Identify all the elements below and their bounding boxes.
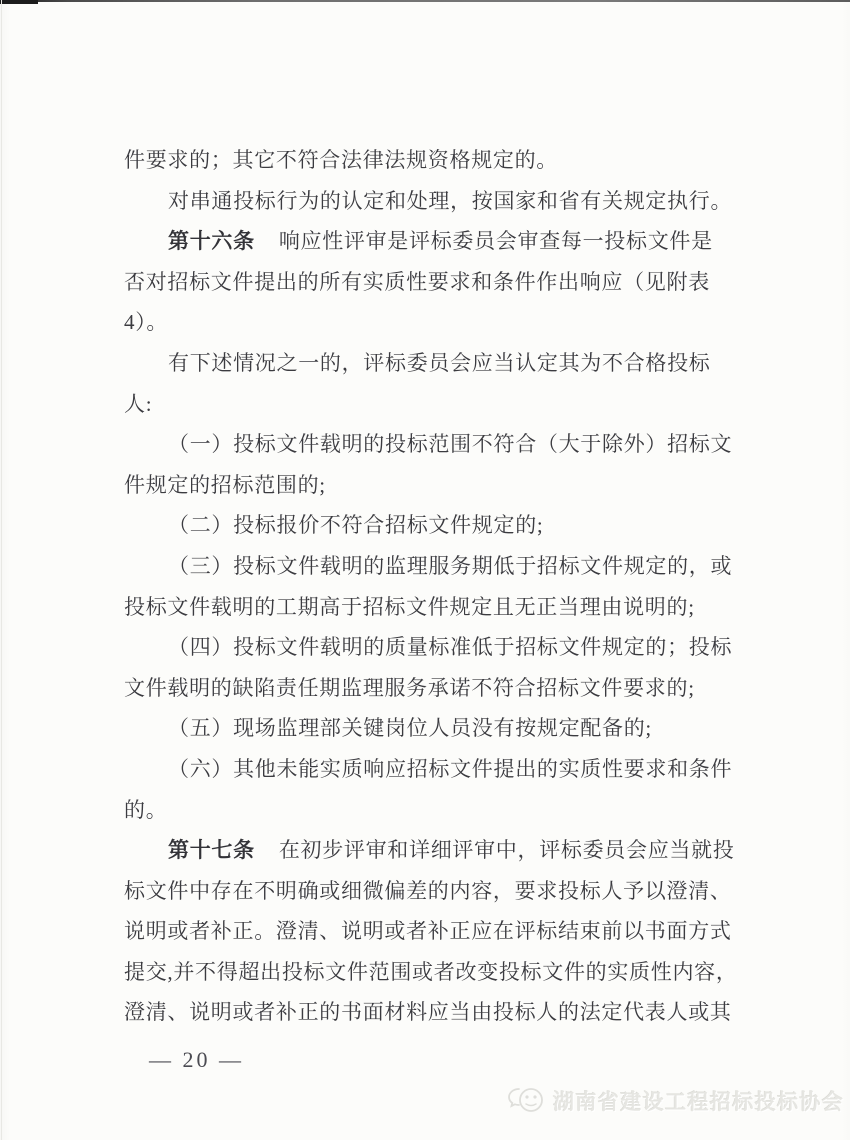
scan-edge-top — [0, 0, 850, 2]
line-text: 说明或者补正。澄清、说明或者补正应在评标结束前以书面方式 — [124, 919, 732, 944]
line-text: 4）。 — [124, 310, 169, 335]
association-watermark — [505, 1082, 844, 1120]
document-line — [124, 546, 764, 587]
document-line — [124, 465, 764, 506]
line-text: 有下述情况之一的，评标委员会应当认定其为不合格投标 — [168, 350, 711, 375]
line-text: 响应性评审是评标委员会审查每一投标文件是 — [278, 229, 713, 254]
watermark-text: 湖南省建设工程招标投标协会 — [553, 1090, 845, 1114]
document-line — [124, 830, 764, 871]
document-line — [124, 302, 764, 343]
document-line — [124, 952, 764, 993]
document-line — [124, 505, 764, 546]
line-text: 提交,并不得超出投标文件范围或者改变投标文件的实质性内容， — [124, 959, 738, 984]
document-line — [124, 708, 764, 749]
document-line — [124, 627, 764, 668]
document-line — [124, 749, 764, 790]
line-text: 标文件中存在不明确或细微偏差的内容，要求投标人予以澄清、 — [124, 878, 732, 903]
line-text: 件规定的招标范围的; — [124, 472, 326, 497]
document-line — [124, 221, 764, 262]
line-text: 文件载明的缺陷责任期监理服务承诺不符合招标文件要求的; — [124, 675, 695, 700]
document-line — [124, 181, 764, 222]
document-line — [124, 262, 764, 303]
scan-edge-left — [1, 0, 2, 1140]
line-text: 对串通投标行为的认定和处理，按国家和省有关规定执行。 — [168, 188, 733, 213]
document-line — [124, 911, 764, 952]
line-text: （三）投标文件载明的监理服务期低于招标文件规定的，或 — [168, 553, 733, 578]
scan-edge-corner — [0, 0, 38, 4]
line-text: 澄清、说明或者补正的书面材料应当由投标人的法定代表人或其 — [124, 1000, 732, 1025]
line-text: 在初步评审和详细评审中，评标委员会应当就投 — [278, 838, 735, 863]
line-text: （六）其他未能实质响应招标文件提出的实质性要求和条件 — [168, 756, 733, 781]
document-line — [124, 871, 764, 912]
document-line — [124, 790, 764, 831]
line-text: （四）投标文件载明的质量标准低于招标文件规定的；投标 — [168, 635, 733, 660]
page-number: — 20 — — [149, 1047, 244, 1072]
article-number-17: 第十七条 — [168, 838, 255, 863]
line-text: 否对招标文件提出的所有实质性要求和条件作出响应（见附表 — [124, 269, 710, 294]
line-text: 人: — [124, 391, 153, 416]
document-body — [124, 140, 764, 1033]
document-line — [124, 384, 764, 425]
line-text: （五）现场监理部关键岗位人员没有按规定配备的; — [168, 716, 652, 741]
document-line — [124, 587, 764, 628]
line-text: （一）投标文件载明的投标范围不符合（大于除外）招标文 — [168, 432, 733, 457]
article-number-16: 第十六条 — [168, 229, 255, 254]
line-text: （二）投标报价不符合招标文件规定的; — [168, 513, 544, 538]
line-text: 件要求的；其它不符合法律法规资格规定的。 — [124, 148, 558, 172]
document-line — [124, 343, 764, 384]
document-line — [124, 424, 764, 465]
association-logo-icon — [505, 1083, 549, 1119]
document-line — [124, 992, 764, 1033]
document-line — [124, 668, 764, 709]
document-line — [124, 140, 764, 181]
line-text: 的。 — [124, 797, 168, 822]
line-text: 投标文件载明的工期高于招标文件规定且无正当理由说明的; — [124, 594, 695, 619]
